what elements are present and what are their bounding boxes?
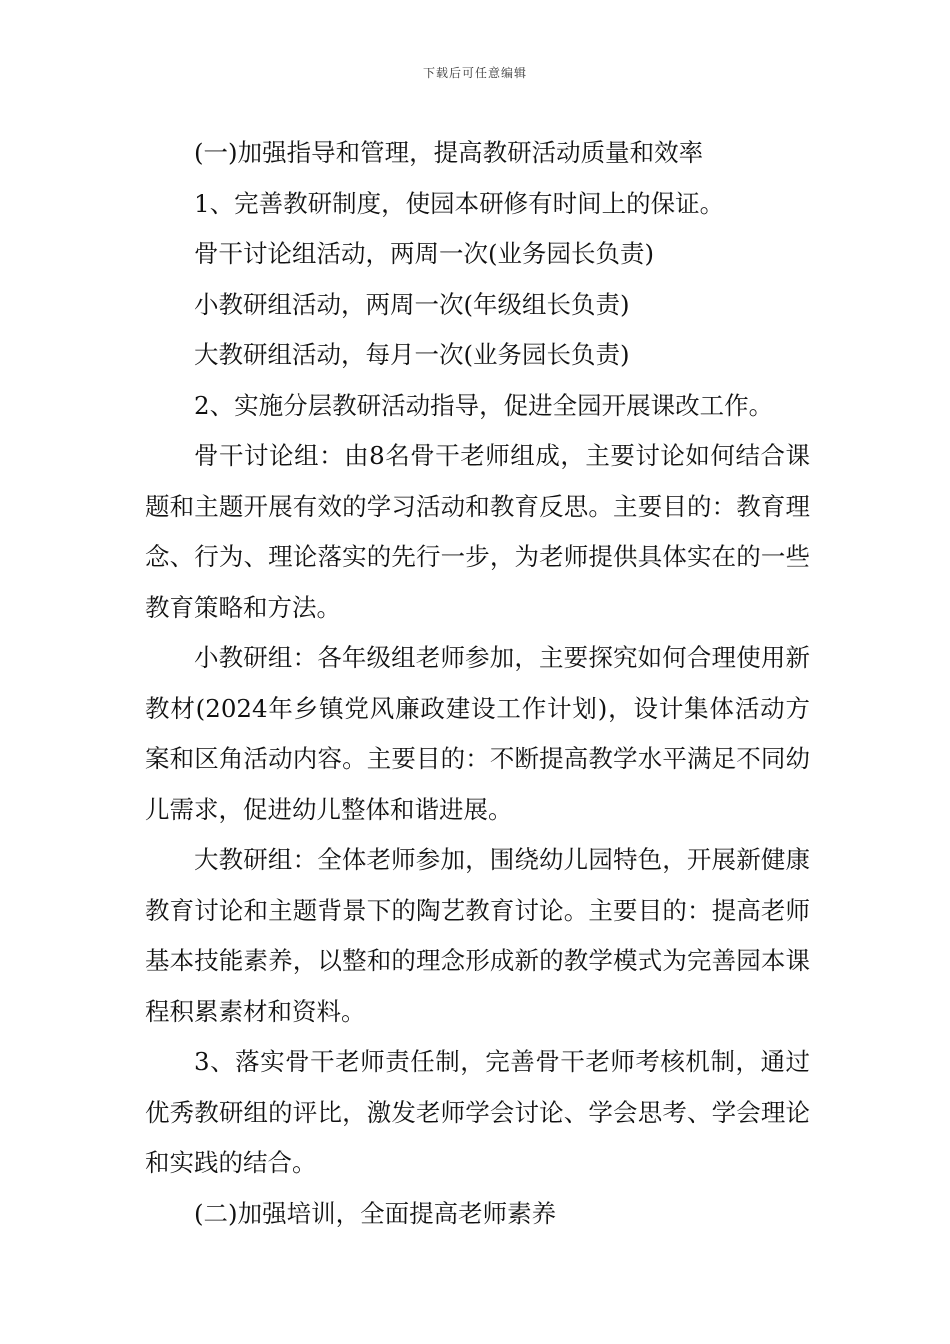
document-body — [145, 128, 810, 1239]
page-header-note: 下载后可任意编辑 — [422, 66, 527, 80]
paragraph-small-group: 小教研组：各年级组老师参加，主要探究如何合理使用新教材(2024年乡镇党风廉政建设工作计划)，设计集体活动方案和区角活动内容。主要目的：不断提高教学水平满足不同幼儿需求，促进幼儿整体和谐进展。 — [145, 643, 810, 824]
section-heading-1: (一)加强指导和管理，提高教研活动质量和效率 — [194, 138, 704, 167]
item-3-paragraph: 3、落实骨干老师责任制，完善骨干老师考核机制，通过优秀教研组的评比，激发老师学会讨论、学会思考、学会理论和实践的结合。 — [145, 1047, 810, 1177]
schedule-line-large-group: 大教研组活动，每月一次(业务园长负责) — [194, 340, 630, 369]
schedule-line-core-group: 骨干讨论组活动，两周一次(业务园长负责) — [194, 239, 655, 268]
paragraph-large-group: 大教研组：全体老师参加，围绕幼儿园特色，开展新健康教育讨论和主题背景下的陶艺教育讨论。主要目的：提高老师基本技能素养，以整和的理念形成新的教学模式为完善园本课程积累素材和资料。 — [145, 845, 810, 1026]
item-2-heading: 2、实施分层教研活动指导，促进全园开展课改工作。 — [194, 390, 774, 420]
paragraph-core-group: 骨干讨论组：由8名骨干老师组成，主要讨论如何结合课题和主题开展有效的学习活动和教育反思。主要目的：教育理念、行为、理论落实的先行一步，为老师提供具体实在的一些教育策略和方法。 — [145, 441, 810, 622]
item-1-heading: 1、完善教研制度，使园本研修有时间上的保证。 — [194, 188, 725, 218]
section-heading-2: (二)加强培训，全面提高老师素养 — [194, 1198, 557, 1228]
schedule-line-small-group: 小教研组活动，两周一次(年级组长负责) — [194, 289, 630, 319]
